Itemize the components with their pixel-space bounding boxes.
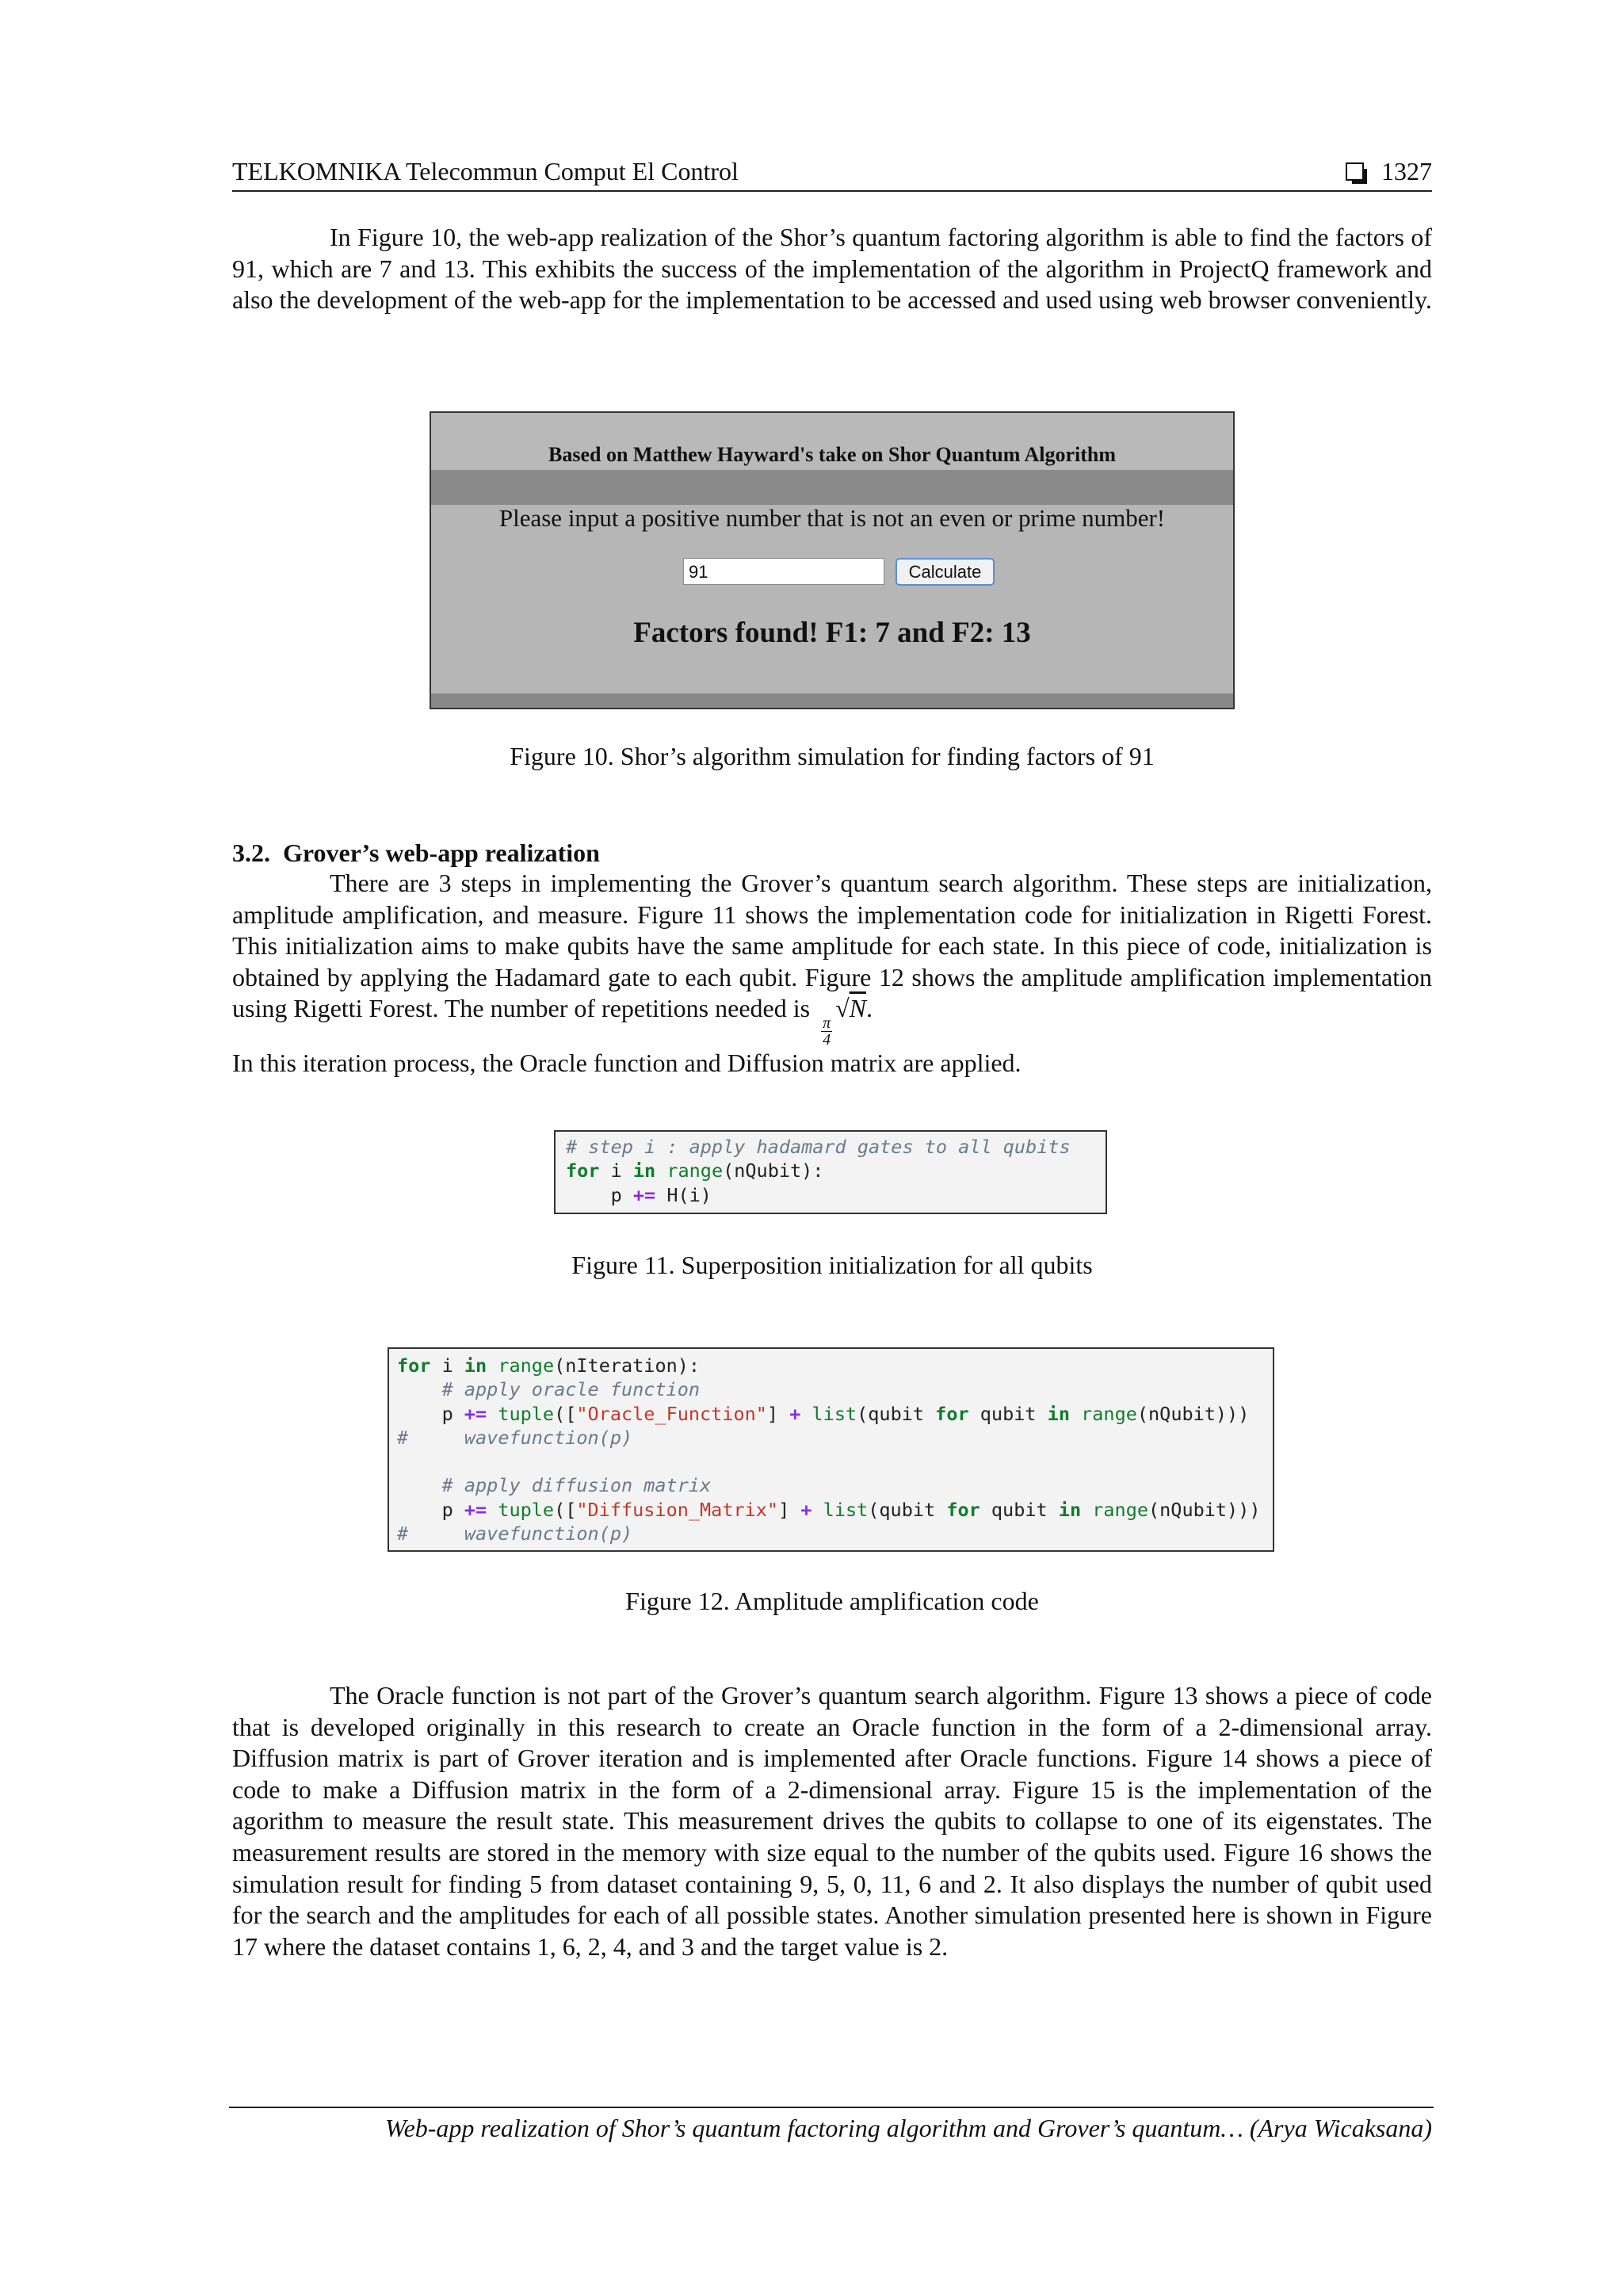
webapp-bottom-bar — [431, 693, 1233, 708]
page-number: 1327 — [1381, 157, 1432, 185]
calculate-button[interactable]: Calculate — [896, 558, 995, 586]
sqrt-radicand: N — [849, 994, 866, 1023]
sqrt-n: √N — [835, 994, 866, 1023]
figure-11-code — [554, 1130, 1107, 1214]
section-heading: 3.2. Grover’s web-app realization — [232, 839, 600, 867]
footer-rule — [229, 2107, 1434, 2108]
square-shadow-icon — [1346, 162, 1364, 181]
code-line: # wavefunction(p) — [397, 1426, 633, 1449]
page-number-group — [1346, 155, 1432, 187]
fraction-numerator: π — [823, 1014, 831, 1033]
section-paragraph: There are 3 steps in implementing the Grover’s quantum search algorithm. These steps are initialization, amplitude amplification, and measure. Figure 11 shows the implementation code for initialization in Rigetti Forest. This initialization aims to make qubits have the same amplitude for each state. In this piece of code, initialization is obtained by applying the Hadamard gate to each qubit. Figure 12 shows the amplitude amplification implementation using Rigetti Forest. The number of repetitions needed is $\frac{\pi}{4}$ √N. In this iteration process, the Oracle function and Diffusion matrix are applied. — [232, 869, 1432, 1078]
running-header — [232, 155, 1432, 192]
intro-paragraph — [232, 222, 1432, 316]
code-line: # apply diffusion matrix — [397, 1474, 712, 1497]
factors-result: Factors found! F1: 7 and F2: 13 — [633, 617, 1031, 649]
figure-10-webapp — [430, 411, 1235, 709]
number-input[interactable]: 91 — [683, 558, 884, 585]
running-footer: Web-app realization of Shor’s quantum factoring algorithm and Grover’s quantum… (Arya Wicaksana) — [384, 2114, 1432, 2142]
figure-10-caption: Figure 10. Shor’s algorithm simulation for finding factors of 91 — [510, 742, 1155, 770]
webapp-header-band — [431, 470, 1233, 505]
journal-title: TELKOMNIKA Telecommun Comput El Control — [232, 157, 739, 185]
webapp-credit: Based on Matthew Hayward's take on Shor Quantum Algorithm — [548, 443, 1117, 466]
code-line: # wavefunction(p) — [397, 1522, 633, 1545]
code-line: p += tuple(["Oracle_Function"] + list(qubit for qubit in range(nQubit))) — [397, 1402, 1250, 1425]
closing-paragraph — [232, 1680, 1432, 1962]
section-paragraph-tail: In this iteration process, the Oracle function and Diffusion matrix are applied. — [232, 1049, 1022, 1078]
code-line: for i in range(nIteration): — [397, 1354, 701, 1377]
code-line: # step i : apply hadamard gates to all qubits — [566, 1136, 1071, 1158]
webapp-prompt: Please input a positive number that is not an even or prime number! — [498, 504, 1166, 532]
figure-12-caption: Figure 12. Amplitude amplification code — [625, 1587, 1039, 1615]
pi-over-four-fraction — [821, 1015, 832, 1048]
fraction-denominator: 4 — [823, 1031, 831, 1049]
intro-paragraph-text: In Figure 10, the web-app realization of the Shor’s quantum factoring algorithm is able to find the factors of 91, which are 7 and 13. This exhibits the success of the implementation of the algorithm in ProjectQ framework and also the development of the web-app for the implementation to be accessed and used using web browser conveniently. — [232, 223, 1432, 315]
code-line: p += tuple(["Diffusion_Matrix"] + list(qubit for qubit in range(nQubit))) — [397, 1498, 1261, 1521]
figure-12-code — [388, 1347, 1274, 1552]
section-paragraph-text: There are 3 steps in implementing the Grover’s quantum search algorithm. These steps are initialization, amplitude amplification, and measure. Figure 11 shows the implementation code for initialization in Rigetti Forest. This initialization aims to make qubits have the same amplitude for each state. In this piece of code, initialization is obtained by applying the Hadamard gate to each qubit. Figure 12 shows the amplitude amplification implementation using Rigetti Forest. The number of repetitions needed is — [232, 869, 1432, 1023]
code-line: for i in range(nQubit): — [566, 1159, 824, 1182]
figure-11-caption: Figure 11. Superposition initialization for all qubits — [571, 1251, 1093, 1279]
code-line — [397, 1450, 1273, 1473]
code-line: # apply oracle function — [397, 1378, 701, 1401]
closing-paragraph-text: The Oracle function is not part of the Grover’s quantum search algorithm. Figure 13 shows a piece of code that is developed originally in this research to create an Oracle function in the form of a 2-dimensional array. Diffusion matrix is part of Grover iteration and is implemented after Oracle functions. Figure 14 shows a piece of code to make a Diffusion matrix in the form of a 2-dimensional array. Figure 15 is the implementation of the agorithm to measure the result state. This measurement drives the qubits to collapse to one of its eigenstates. The measurement results are stored in the memory with size equal to the number of the qubits used. Figure 16 shows the simulation result for finding 5 from dataset containing 9, 5, 0, 11, 6 and 2. It also displays the number of qubit used for the search and the amplitudes for each of all possible states. Another simulation presented here is shown in Figure 17 where the dataset contains 1, 6, 2, 4, and 3 and the target value is 2. — [232, 1681, 1432, 1961]
code-line: p += H(i) — [566, 1183, 712, 1206]
